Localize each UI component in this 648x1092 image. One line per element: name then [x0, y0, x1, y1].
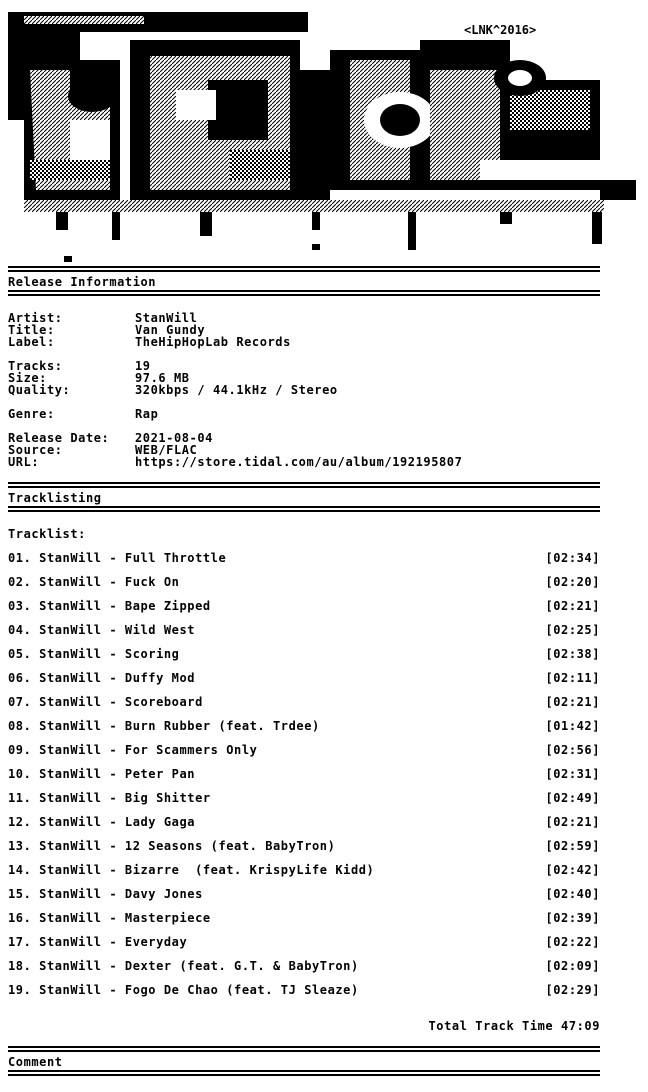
label-title: Title:	[8, 323, 55, 337]
value-artist: StanWill	[135, 311, 198, 325]
track-title: 08. StanWill - Burn Rubber (feat. Trdee)	[8, 719, 320, 733]
track-title: 16. StanWill - Masterpiece	[8, 911, 211, 925]
separator	[8, 506, 600, 512]
track-title: 02. StanWill - Fuck On	[8, 575, 180, 589]
value-label: TheHipHopLab Records	[135, 335, 291, 349]
row-genre	[8, 408, 158, 420]
label-genre: Genre:	[8, 407, 55, 421]
separator	[8, 1046, 600, 1052]
track-duration: [02:38]	[545, 647, 600, 661]
value-tracks: 19	[135, 359, 151, 373]
track-title: 19. StanWill - Fogo De Chao (feat. TJ Sleaze)	[8, 983, 359, 997]
track-duration: [02:22]	[545, 935, 600, 949]
section-title-comment: Comment	[8, 1055, 63, 1069]
track-duration: [02:42]	[545, 863, 600, 877]
track-title: 04. StanWill - Wild West	[8, 623, 196, 637]
ascii-art-logo	[0, 0, 648, 262]
track-title: 13. StanWill - 12 Seasons (feat. BabyTron)	[8, 839, 336, 853]
track-duration: [02:56]	[545, 743, 600, 757]
track-duration: [02:59]	[545, 839, 600, 853]
value-title: Van Gundy	[135, 323, 206, 337]
track-duration: [02:09]	[545, 959, 600, 973]
track-duration: [02:29]	[545, 983, 600, 997]
track-title: 14. StanWill - Bizarre (feat. KrispyLife Kidd)	[8, 863, 375, 877]
track-duration: [01:42]	[545, 719, 600, 733]
track-duration: [02:20]	[545, 575, 600, 589]
label-url: URL:	[8, 455, 40, 469]
total-track-time: Total Track Time 47:09	[428, 1019, 600, 1033]
label-label: Label:	[8, 335, 55, 349]
value-url[interactable]: https://store.tidal.com/au/album/192195807	[135, 455, 463, 469]
track-title: 09. StanWill - For Scammers Only	[8, 743, 258, 757]
row-label	[8, 336, 291, 348]
track-duration: [02:40]	[545, 887, 600, 901]
track-duration: [02:11]	[545, 671, 600, 685]
track-title: 11. StanWill - Big Shitter	[8, 791, 211, 805]
value-date: 2021-08-04	[135, 431, 213, 445]
section-title-tracklisting: Tracklisting	[8, 491, 102, 505]
label-artist: Artist:	[8, 311, 63, 325]
value-genre: Rap	[135, 407, 159, 421]
track-duration: [02:21]	[545, 695, 600, 709]
track-duration: [02:49]	[545, 791, 600, 805]
track-title: 15. StanWill - Davy Jones	[8, 887, 203, 901]
track-duration: [02:34]	[545, 551, 600, 565]
track-duration: [02:25]	[545, 623, 600, 637]
label-date: Release Date:	[8, 431, 110, 445]
track-title: 01. StanWill - Full Throttle	[8, 551, 227, 565]
separator	[8, 290, 600, 296]
label-quality: Quality:	[8, 383, 71, 397]
track-duration: [02:21]	[545, 815, 600, 829]
track-title: 18. StanWill - Dexter (feat. G.T. & BabyTron)	[8, 959, 359, 973]
row-quality	[8, 384, 338, 396]
track-title: 05. StanWill - Scoring	[8, 647, 180, 661]
art-credit: <LNK^2016>	[464, 23, 537, 37]
separator	[8, 1070, 600, 1076]
section-title-release: Release Information	[8, 275, 157, 289]
value-quality: 320kbps / 44.1kHz / Stereo	[135, 383, 338, 397]
label-size: Size:	[8, 371, 47, 385]
track-title: 06. StanWill - Duffy Mod	[8, 671, 196, 685]
track-title: 10. StanWill - Peter Pan	[8, 767, 196, 781]
value-size: 97.6 MB	[135, 371, 190, 385]
track-duration: [02:39]	[545, 911, 600, 925]
label-source: Source:	[8, 443, 63, 457]
track-duration: [02:31]	[545, 767, 600, 781]
track-title: 12. StanWill - Lady Gaga	[8, 815, 196, 829]
separator	[8, 266, 600, 272]
track-title: 17. StanWill - Everyday	[8, 935, 188, 949]
separator	[8, 482, 600, 488]
value-source: WEB/FLAC	[135, 443, 198, 457]
row-url	[8, 456, 462, 468]
track-title: 03. StanWill - Bape Zipped	[8, 599, 211, 613]
track-duration: [02:21]	[545, 599, 600, 613]
label-tracks: Tracks:	[8, 359, 63, 373]
tracklist-heading: Tracklist:	[8, 527, 86, 541]
track-title: 07. StanWill - Scoreboard	[8, 695, 203, 709]
